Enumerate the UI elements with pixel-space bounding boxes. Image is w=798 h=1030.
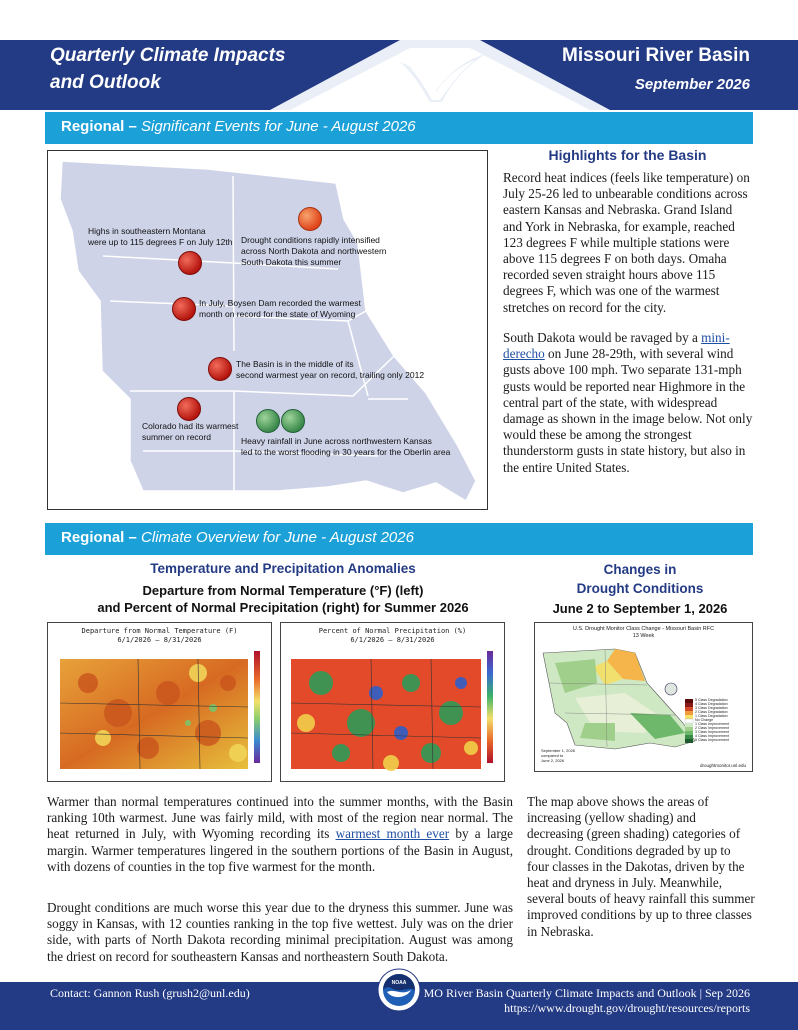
precipitation-raster xyxy=(281,623,506,783)
legend-item: 3 Class Degradation xyxy=(695,706,728,710)
highlights-paragraph-2 xyxy=(503,330,753,476)
drought-map-title-text: U.S. Drought Monitor Class Change - Missouri Basin RFC xyxy=(572,626,715,632)
section-subtitle: Significant Events for June - August 2026 xyxy=(141,118,416,135)
precip-panel-title: Percent of Normal Precipitation (%) xyxy=(318,627,467,635)
title-line-2: and Outlook xyxy=(50,72,161,93)
precip-panel-dates: 6/1/2026 – 8/31/2026 xyxy=(350,636,435,644)
drought-dates: June 2 to September 1, 2026 xyxy=(552,601,728,616)
drought-heading-line-2: Drought Conditions xyxy=(576,581,704,596)
highlights-text: on June 28-29th, with several wind gusts above 100 mph. Two separate 131-mph gusts would be reported near Highmore in the central part of the state, with widespread damage as shown in the image below. Not only would these be among the strongest thunderstorm gusts in state history, but also in the entire United States. xyxy=(503,346,753,475)
legend-item: 5 Class Improvement xyxy=(695,738,729,742)
title-line-1: Quarterly Climate Impacts xyxy=(50,45,286,66)
heat-marker-icon xyxy=(172,297,196,321)
highlights-paragraph-1: Record heat indices (feels like temperature) on July 25-26 led to unbearable conditions across eastern Kansas and Nebraska. Grand Island and York in Nebraska, for example, reached 123 degrees F while multiple stations were above 115 degrees F on both days. Omaha recorded seven straight hours above 115 degrees F, which was one of the warmest stretches on record for the city. xyxy=(503,170,750,315)
drought-heading-line-1: Changes in xyxy=(603,562,677,577)
section-label: Regional – xyxy=(61,118,137,135)
drought-map-subtitle: 13 Week xyxy=(632,633,655,639)
overview-paragraph-1 xyxy=(47,794,513,875)
highlights-text: South Dakota would be ravaged by a xyxy=(503,330,702,345)
anomalies-caption xyxy=(47,582,519,616)
page-header xyxy=(0,0,798,110)
anomalies-heading: Temperature and Precipitation Anomalies xyxy=(150,561,416,576)
issue-date: September 2026 xyxy=(634,76,750,93)
callout-basin-text: The Basin is in the middle of its second warmest year on record, trailing only 2012 xyxy=(236,359,425,380)
section-label: Regional – xyxy=(61,529,137,546)
legend-item: 4 Class Degradation xyxy=(695,702,728,706)
mini-derecho-link[interactable]: mini-derecho xyxy=(503,330,730,362)
publication-info: MO River Basin Quarterly Climate Impacts and Outlook | Sep 2026 xyxy=(423,986,750,1000)
header-banner-graphic xyxy=(270,40,610,110)
significant-events-map xyxy=(47,150,488,510)
drought-map-date-note: September 1, 2026 compared to June 2, 2026 xyxy=(541,748,576,763)
callout-kansas-text: Heavy rainfall in June across northwestern Kansas led to the worst flooding in 30 years for the Oberlin area xyxy=(241,436,451,457)
heat-marker-icon xyxy=(208,357,232,381)
drought-marker-icon xyxy=(298,207,322,231)
noaa-logo-icon xyxy=(377,968,421,1012)
legend-item: 2 Class Improvement xyxy=(695,726,729,730)
reports-url[interactable]: https://www.drought.gov/drought/resources/reports xyxy=(504,1001,750,1015)
drought-heading xyxy=(525,560,755,598)
overview-paragraph-2: Drought conditions are much worse this year due to the dryness this summer. June was soggy in Kansas, with 12 counties ranking in the top five wettest. July was on the drier side, with parts of North Dakota recording minimal precipitation. August was among the driest on record for southeastern Kansas and northeastern South Dakota. xyxy=(47,900,513,964)
callout-basin xyxy=(236,359,424,381)
legend-item: No Change xyxy=(695,718,714,722)
section-bar-significant-events xyxy=(45,112,753,144)
rain-marker-icon xyxy=(281,409,305,433)
warmest-month-ever-link[interactable]: warmest month ever xyxy=(335,826,450,842)
temperature-raster xyxy=(48,623,273,783)
callout-colorado-text: Colorado had its warmest summer on record xyxy=(142,421,239,442)
temp-panel-title: Departure from Normal Temperature (F) xyxy=(81,627,238,635)
callout-dakotas xyxy=(241,235,387,268)
drought-map-credit: droughtmonitor.unl.edu xyxy=(699,763,746,768)
callout-montana-text: Highs in southeastern Montana were up to 115 degrees F on July 12th xyxy=(88,226,233,247)
noaa-logo-text: NOAA xyxy=(391,980,407,986)
legend-item: 4 Class Improvement xyxy=(695,734,729,738)
anomalies-caption-line-2: and Percent of Normal Precipitation (right) for Summer 2026 xyxy=(97,600,469,615)
overview-text: Warmer than normal temperatures continued into the summer months, with the Basin ranking 10th warmest. June was fairly mild, with most of the region near normal. The heat returned in July, with Wyoming recording its xyxy=(47,794,513,842)
callout-wyoming xyxy=(199,298,361,320)
callout-wyoming-text: In July, Boysen Dam recorded the warmest month on record for the state of Wyoming xyxy=(199,298,361,319)
overview-text: by a large margin. Warmer temperatures lingered in the southern portions of the Basin in August, with dozens of counties in the top five warmest for the month. xyxy=(47,826,513,874)
legend-item: 1 Class Improvement xyxy=(695,722,729,726)
anomalies-caption-line-1: Departure from Normal Temperature (°F) (left) xyxy=(142,583,424,598)
legend-item: 3 Class Improvement xyxy=(695,730,729,734)
publication-title xyxy=(50,42,285,96)
legend-item: 1 Class Degradation xyxy=(695,714,728,718)
rain-marker-icon xyxy=(256,409,280,433)
callout-dakotas-text: Drought conditions rapidly intensified across North Dakota and northwestern South Dakota this summer xyxy=(241,235,387,267)
callout-montana xyxy=(88,226,232,248)
drought-description: The map above shows the areas of increasing (yellow shading) and decreasing (green shading) categories of drought. Conditions degraded by up to four classes in the Dakotas, driven by the heat and dryness in July. Meanwhile, several bouts of heavy rainfall this summer improved conditions by up to three classes in Nebraska. xyxy=(527,794,755,939)
temperature-departure-map xyxy=(47,622,272,782)
callout-kansas xyxy=(241,436,450,458)
section-subtitle: Climate Overview for June - August 2026 xyxy=(141,529,414,546)
precipitation-percent-map xyxy=(280,622,505,782)
callout-colorado xyxy=(142,421,238,443)
region-title: Missouri River Basin xyxy=(562,45,750,66)
section-bar-climate-overview xyxy=(45,523,753,555)
heat-marker-icon xyxy=(177,397,201,421)
legend-item: 5 Class Degradation xyxy=(695,698,728,702)
drought-legend xyxy=(695,698,729,742)
highlights-title: Highlights for the Basin xyxy=(548,147,707,163)
drought-change-map xyxy=(534,622,753,772)
contact-info: Contact: Gannon Rush (grush2@unl.edu) xyxy=(50,986,250,1000)
temp-panel-dates: 6/1/2026 – 8/31/2026 xyxy=(117,636,202,644)
legend-item: 2 Class Degradation xyxy=(695,710,728,714)
heat-marker-icon xyxy=(178,251,202,275)
